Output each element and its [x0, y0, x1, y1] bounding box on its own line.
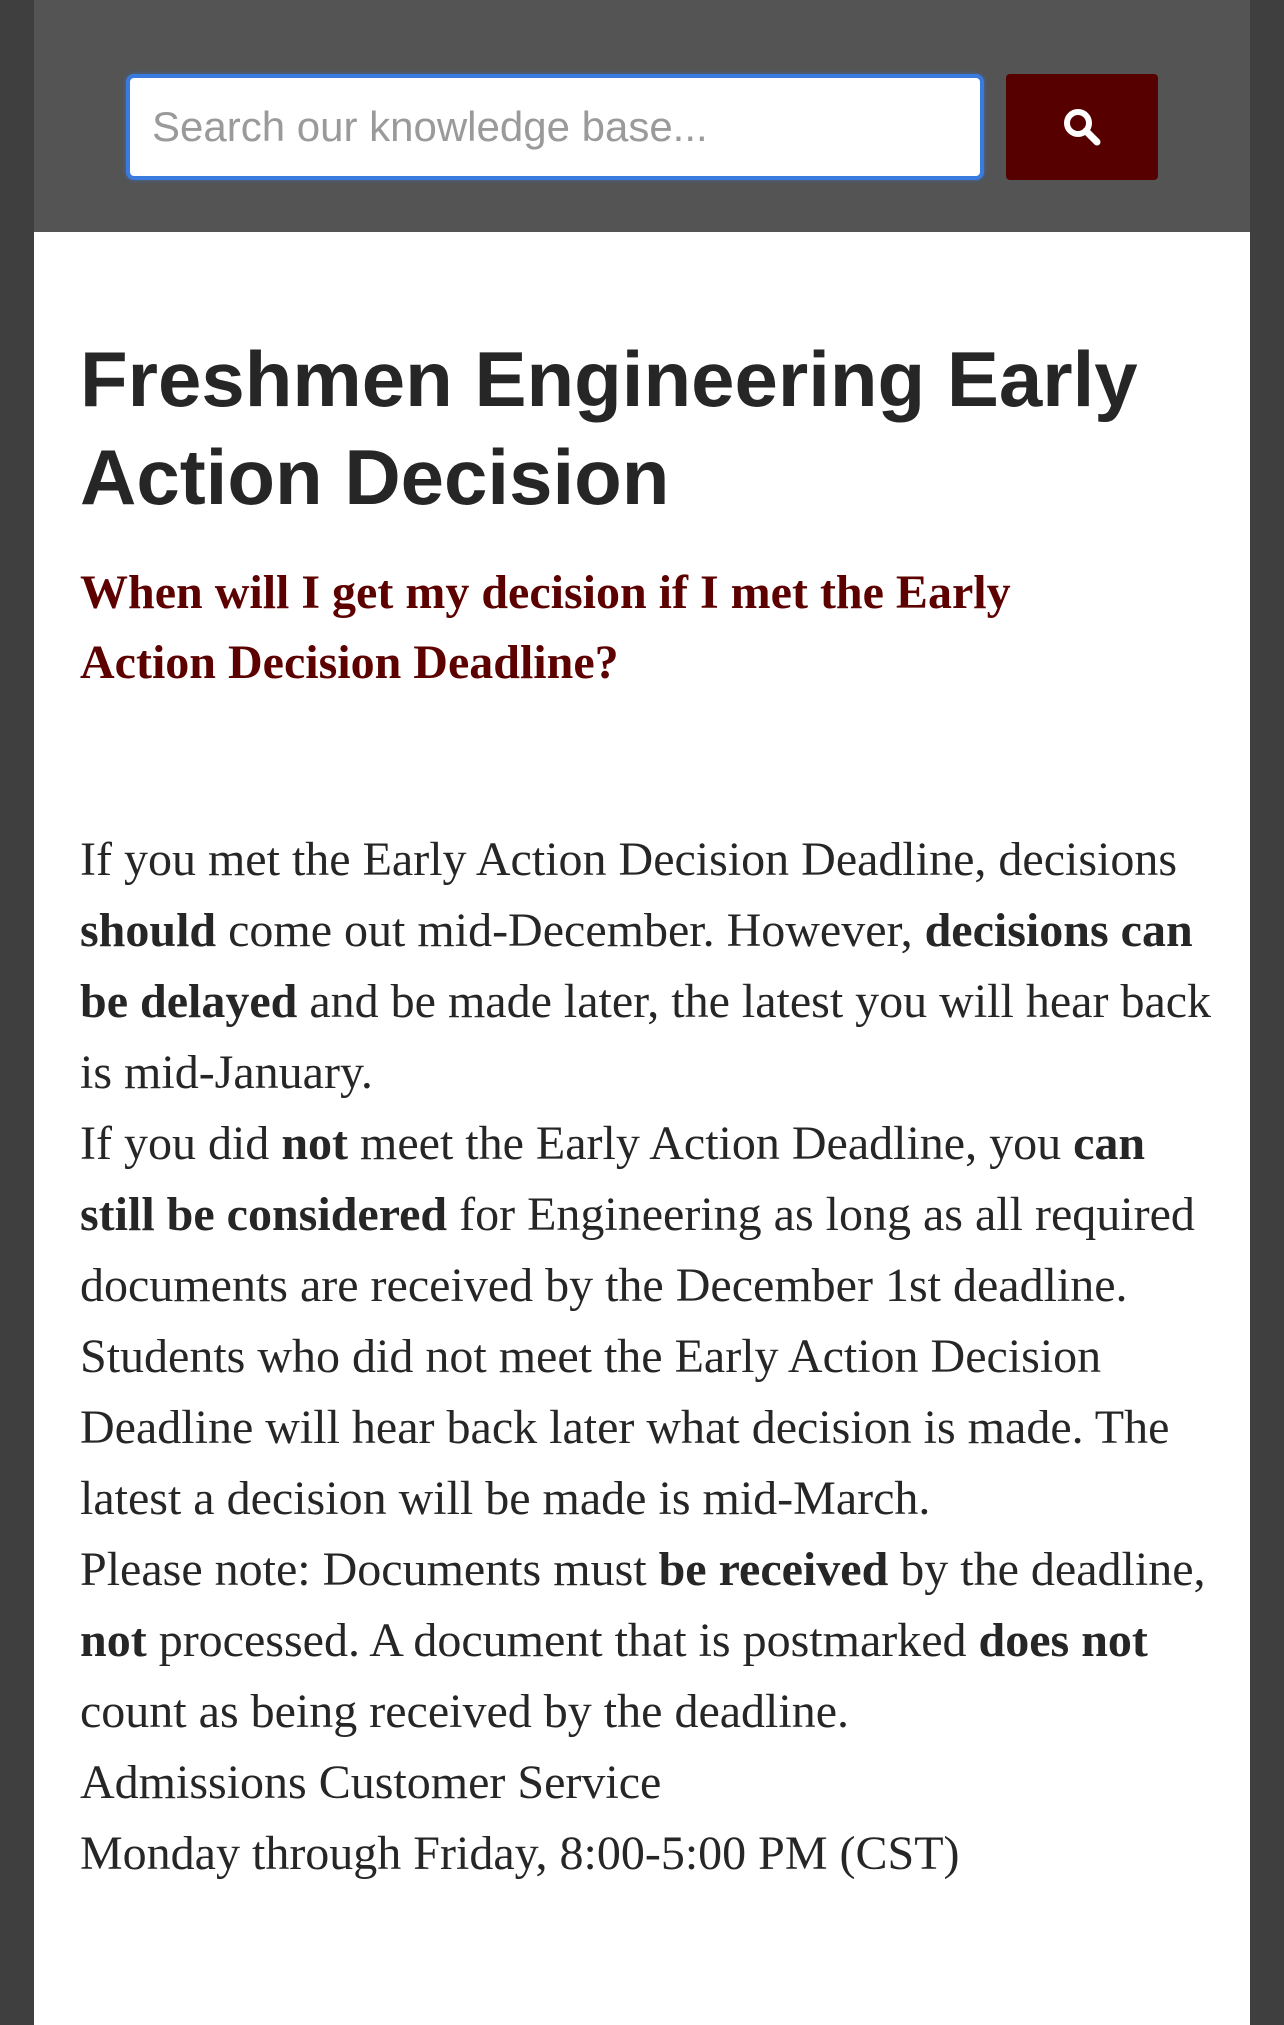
paragraph-note	[80, 1534, 1230, 1747]
page-title: Freshmen Engineering Early Action Decision	[80, 335, 1138, 521]
emphasis: decisions can be delayed	[80, 904, 1193, 1028]
text: meet the Early Action Deadline, you	[348, 1117, 1074, 1170]
article	[80, 330, 1230, 1889]
emphasis: be received	[658, 1543, 889, 1596]
emphasis: does not	[978, 1614, 1148, 1667]
text: by the deadline,	[888, 1543, 1206, 1596]
paragraph-later-decision: Students who did not meet the Early Action Decision Deadline will hear back later what decision is made. The latest a decision will be made is mid-March.	[80, 1330, 1170, 1525]
emphasis: should	[80, 904, 217, 957]
search-input[interactable]	[126, 74, 984, 180]
text: If you did	[80, 1117, 282, 1170]
contact-hours: Monday through Friday, 8:00-5:00 PM (CST)	[80, 1827, 960, 1880]
paragraph-missed-deadline	[80, 1108, 1230, 1321]
text: come out mid-December. However,	[216, 904, 925, 957]
search-bar	[34, 0, 1250, 232]
contact-name: Admissions Customer Service	[80, 1756, 662, 1809]
emphasis: not	[281, 1117, 348, 1170]
search-button[interactable]	[1006, 74, 1158, 180]
text: and be made later, the latest you will hear back is mid-January.	[80, 975, 1212, 1099]
text: processed. A document that is postmarked	[146, 1614, 979, 1667]
paragraph-early-action	[80, 824, 1230, 1108]
page	[34, 0, 1250, 2025]
text: Please note: Documents must	[80, 1543, 659, 1596]
search-icon	[1062, 107, 1102, 147]
emphasis: not	[80, 1614, 147, 1667]
article-body	[80, 824, 1230, 1889]
text: for Engineering as long as all required documents are received by the December 1st deadline.	[80, 1188, 1195, 1312]
article-question: When will I get my decision if I met the Early Action Decision Deadline?	[80, 566, 1011, 689]
emphasis: can still be considered	[80, 1117, 1146, 1241]
text: count as being received by the deadline.	[80, 1685, 850, 1738]
text: If you met the Early Action Decision Deadline, decisions	[80, 833, 1178, 886]
